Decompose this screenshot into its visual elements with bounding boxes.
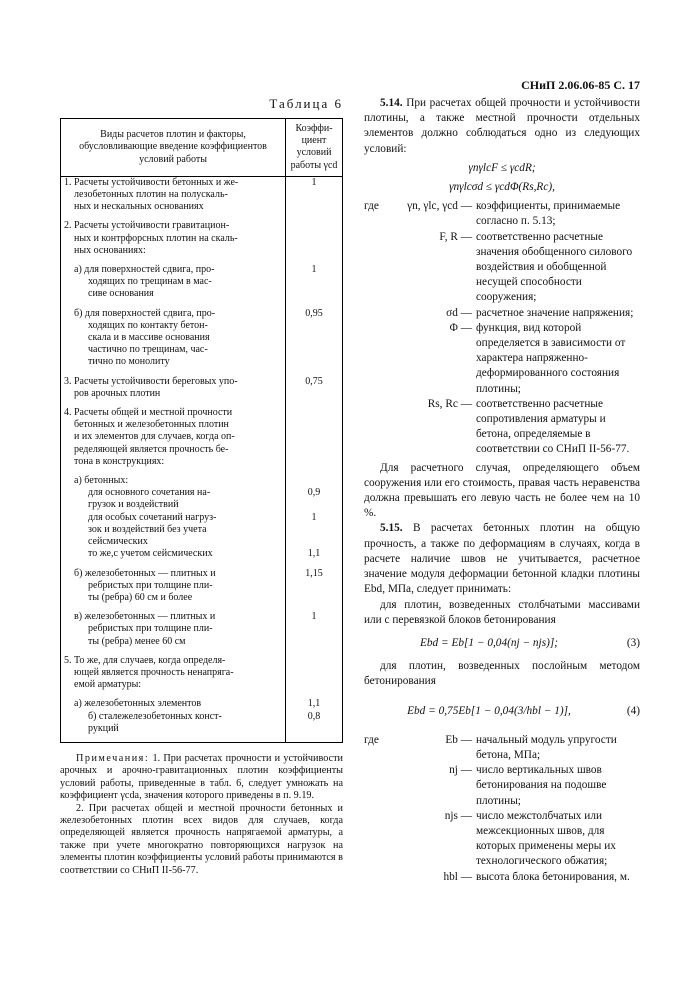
coefficient-value bbox=[289, 456, 339, 468]
definition-text: высота блока бетонирования, м. bbox=[476, 870, 630, 883]
definition-symbol: hbl — bbox=[443, 870, 472, 883]
equation-4-expression: Ebd = 0,75Eb[1 − 0,04(3/hbl − 1)], bbox=[407, 704, 571, 717]
coefficient-value bbox=[289, 407, 339, 419]
table-cell-type bbox=[61, 611, 286, 655]
table-row bbox=[61, 475, 343, 567]
definition-item bbox=[364, 306, 640, 321]
table-cell-coefficient bbox=[286, 220, 343, 264]
coefficient-value bbox=[289, 667, 339, 679]
table-header-types: Виды расчетов плотин и факторы, обусловливающие введение коэффициентов условий работы bbox=[61, 119, 286, 177]
definitions-1 bbox=[364, 199, 640, 457]
table-cell-line: зок и воздействий без учета bbox=[88, 523, 207, 535]
coefficient-value bbox=[289, 536, 339, 548]
table-cell-coefficient bbox=[286, 376, 343, 407]
table-6 bbox=[60, 118, 343, 743]
definition-symbol: njs — bbox=[444, 809, 472, 822]
table-cell-type bbox=[61, 176, 286, 220]
table-row bbox=[61, 407, 343, 475]
table-cell-line: ределяющей является прочность бе- bbox=[74, 443, 229, 455]
table-cell-type bbox=[61, 698, 286, 742]
table-cell-line: б) для поверхностей сдвига, про- bbox=[74, 307, 216, 319]
definition-item bbox=[364, 199, 640, 229]
coefficient-value bbox=[289, 332, 339, 344]
table-cell-line: тично по монолиту bbox=[88, 356, 170, 368]
definition-item bbox=[364, 763, 640, 809]
table-cell-coefficient bbox=[286, 308, 343, 376]
coefficient-value bbox=[289, 444, 339, 456]
table-cell-line: сейсмических bbox=[88, 536, 148, 548]
table-cell-line: грузок и воздействий bbox=[88, 499, 179, 511]
table-row bbox=[61, 176, 343, 220]
table-cell-line: то же,с учетом сейсмических bbox=[88, 548, 213, 560]
table-cell-type bbox=[61, 568, 286, 612]
table-cell-line: ходящих по контакту бетон- bbox=[88, 319, 208, 331]
paragraph-5-14 bbox=[364, 96, 640, 157]
note-1: 1. При расчетах прочности и устойчивости арочных и арочно-гравитационных плотин коэффициенты условий работы, приведенные в табл. 6, следует умножать на коэффициент γcda, значения которого приведены в п. 9.19. bbox=[60, 752, 343, 802]
table-cell-type bbox=[61, 220, 286, 264]
table-cell-coefficient bbox=[286, 264, 343, 308]
coefficient-value bbox=[289, 431, 339, 443]
coefficient-value: 1,1 bbox=[307, 698, 321, 710]
table-cell-coefficient bbox=[286, 655, 343, 699]
definition-item bbox=[364, 230, 640, 306]
equation-3 bbox=[364, 636, 640, 651]
table-cell-line: а) бетонных: bbox=[74, 475, 129, 487]
table-cell-line: скала и в массиве основания bbox=[88, 332, 210, 344]
table-cell-type bbox=[61, 308, 286, 376]
definition-symbol: nj — bbox=[449, 764, 472, 777]
table-row bbox=[61, 655, 343, 699]
coefficient-value: 0,8 bbox=[307, 710, 321, 722]
coefficient-value bbox=[289, 499, 339, 511]
table-cell-line: тона в конструкциях: bbox=[74, 455, 165, 467]
coefficient-value bbox=[289, 320, 339, 332]
coefficient-value bbox=[289, 356, 339, 368]
table-cell-line: и их элементов для случаев, когда оп- bbox=[74, 431, 235, 443]
table-cell-type bbox=[61, 264, 286, 308]
table-row bbox=[61, 698, 343, 742]
definition-text: число вертикальных швов бетонирования на подошве плотины; bbox=[476, 764, 607, 807]
equation-3-expression: Ebd = Eb[1 − 0,04(nj − njs)]; bbox=[419, 636, 559, 649]
coefficient-value bbox=[289, 623, 339, 635]
table-cell-line: ты (ребра) 60 см и более bbox=[88, 591, 193, 603]
coefficient-value bbox=[289, 580, 339, 592]
coefficient-value: 1 bbox=[311, 264, 317, 276]
definition-item bbox=[364, 733, 640, 763]
coefficient-value bbox=[289, 655, 339, 667]
coefficient-value bbox=[289, 245, 339, 257]
table-row bbox=[61, 376, 343, 407]
table-row bbox=[61, 220, 343, 264]
table-cell-line: ты (ребра) менее 60 см bbox=[88, 635, 186, 647]
table-cell-line: ных и нескальных основаниях bbox=[74, 201, 204, 213]
clause-number-5-14: 5.14. bbox=[380, 97, 403, 109]
table-cell-line: 5. То же, для случаев, когда определя- bbox=[64, 654, 226, 666]
definition-symbol: Rs, Rc — bbox=[427, 397, 472, 410]
coefficient-value bbox=[289, 220, 339, 232]
right-column bbox=[364, 96, 640, 888]
table-cell-line: ных и контрфорсных плотин на скаль- bbox=[74, 232, 238, 244]
definition-item bbox=[364, 321, 640, 397]
table-cell-type bbox=[61, 407, 286, 475]
table-row bbox=[61, 568, 343, 612]
definition-text: функция, вид которой определяется в зависимости от характера напряженно-деформированного состояния плотины; bbox=[476, 321, 626, 395]
table-cell-line: 4. Расчеты общей и местной прочности bbox=[64, 407, 233, 419]
definition-item bbox=[364, 397, 640, 458]
table-cell-line: емой арматуры: bbox=[74, 679, 142, 691]
coefficient-value bbox=[289, 723, 339, 735]
definition-symbol: σd — bbox=[446, 306, 472, 319]
definition-text: начальный модуль упругости бетона, МПа; bbox=[476, 733, 617, 761]
table-cell-line: для основного сочетания на- bbox=[88, 487, 211, 499]
table-cell-line: сиве основания bbox=[88, 288, 154, 300]
paragraph-column-dams: для плотин, возведенных столбчатыми массивами или с перевязкой блоков бетонирования bbox=[364, 598, 640, 626]
table-cell-line: ных основаниях: bbox=[74, 244, 146, 256]
coefficient-value bbox=[289, 524, 339, 536]
table-cell-line: рукций bbox=[88, 722, 119, 734]
where-label-2: где bbox=[364, 733, 379, 746]
equation-3-number: (3) bbox=[626, 636, 640, 649]
coefficient-value bbox=[289, 592, 339, 604]
coefficient-value bbox=[289, 636, 339, 648]
table-header-coefficient: Коэффи-циент условий работы γcd bbox=[286, 119, 343, 177]
coefficient-value bbox=[289, 388, 339, 400]
table-cell-line: частично по трещинам, час- bbox=[88, 344, 208, 356]
definition-symbol: Φ — bbox=[449, 321, 472, 334]
coefficient-value bbox=[289, 344, 339, 356]
coefficient-value bbox=[289, 288, 339, 300]
coefficient-value bbox=[289, 419, 339, 431]
table-cell-line: ребристых при толщине пли- bbox=[88, 579, 213, 591]
table-cell-type bbox=[61, 376, 286, 407]
paragraph-layer-dams: для плотин, возведенных послойным методом бетонирования bbox=[364, 660, 640, 688]
table-cell-coefficient bbox=[286, 698, 343, 742]
note-2: 2. При расчетах общей и местной прочности бетонных и железобетонных плотин всех видов для случаев, когда определяющей является прочность напрягаемой арматуры, а также при учете многократно повторяющихся нагрузок на элементы плотин коэффициенты условий работы принимаются в соответствии со СНиП II-56-77. bbox=[60, 802, 343, 876]
coefficient-value: 1 bbox=[311, 611, 317, 623]
coefficient-value: 0,75 bbox=[305, 375, 323, 387]
table-cell-line: лезобетонных плотин на полускаль- bbox=[74, 189, 228, 201]
coefficient-value bbox=[289, 679, 339, 691]
coefficient-value bbox=[289, 201, 339, 213]
formula-1: γnγlcF ≤ γcdR; bbox=[468, 161, 536, 174]
coefficient-value bbox=[289, 233, 339, 245]
table-cell-coefficient bbox=[286, 176, 343, 220]
definition-text: соответственно расчетные сопротивления арматуры и бетона, определяемые в соответствии со СНиП II-56-77. bbox=[476, 397, 630, 456]
table-cell-line: б) сталежелезобетонных конст- bbox=[88, 710, 222, 722]
table-cell-line: б) железобетонных — плитных и bbox=[74, 567, 216, 579]
definition-text: соответственно расчетные значения обобщенного силового воздействия и обобщенной несущей способности сооружения; bbox=[476, 230, 633, 304]
table-cell-line: ходящих по трещинам в мас- bbox=[88, 276, 212, 288]
left-column bbox=[60, 96, 343, 877]
definition-text: число межстолбчатых или межсекционных швов, для которых применены меры их технологического обжатия; bbox=[476, 809, 616, 868]
table-body bbox=[61, 176, 343, 742]
equation-4 bbox=[364, 704, 640, 719]
table-cell-coefficient bbox=[286, 568, 343, 612]
table-cell-line: ющей является прочность ненапряга- bbox=[74, 666, 234, 678]
table-cell-line: ров арочных плотин bbox=[74, 387, 161, 399]
paragraph-calc-case: Для расчетного случая, определяющего объем сооружения или его стоимость, правая часть неравенства должна превышать его левую часть не более чем на 10 %. bbox=[364, 461, 640, 520]
coefficient-value: 1 bbox=[311, 176, 317, 188]
notes-title: Примечания: bbox=[76, 752, 150, 764]
formula-2: γnγlcσd ≤ γcdΦ(Rs,Rc), bbox=[449, 181, 555, 194]
table-cell-type bbox=[61, 475, 286, 567]
definitions-2 bbox=[364, 733, 640, 885]
coefficient-value bbox=[289, 276, 339, 288]
definition-item bbox=[364, 809, 640, 870]
clause-number-5-15: 5.15. bbox=[380, 522, 403, 535]
coefficient-value bbox=[289, 475, 339, 487]
table-cell-line: ребристых при толщине пли- bbox=[88, 623, 213, 635]
table-caption: Таблица 6 bbox=[269, 96, 343, 111]
definition-text: коэффициенты, принимаемые согласно п. 5.13; bbox=[476, 200, 621, 228]
coefficient-value: 0,95 bbox=[305, 307, 323, 319]
table-cell-line: для особых сочетаний нагруз- bbox=[88, 511, 217, 523]
paragraph-5-15-text: В расчетах бетонных плотин на общую прочность, а также по деформациям в случаях, когда в расчете наличие швов не учитывается, расчетное значение модуля деформации бетонной кладки плотины Ebd, МПа, следует принимать: bbox=[364, 522, 640, 596]
table-cell-line: 3. Расчеты устойчивости береговых упо- bbox=[64, 375, 238, 387]
table-cell-type bbox=[61, 655, 286, 699]
coefficient-value: 1,1 bbox=[307, 548, 321, 560]
table-cell-coefficient bbox=[286, 475, 343, 567]
table-notes bbox=[60, 753, 343, 877]
where-label-1: где bbox=[364, 200, 379, 213]
table-cell-line: 1. Расчеты устойчивости бетонных и же- bbox=[64, 176, 239, 188]
page-header: СНиП 2.06.06-85 С. 17 bbox=[521, 78, 640, 92]
paragraph-5-15 bbox=[364, 521, 640, 597]
table-row bbox=[61, 264, 343, 308]
table-cell-line: а) железобетонных элементов bbox=[74, 698, 202, 710]
definition-item bbox=[364, 870, 640, 885]
definition-symbol: γn, γlc, γcd — bbox=[407, 200, 472, 213]
definition-text: расчетное значение напряжения; bbox=[476, 306, 634, 319]
paragraph-5-14-text: При расчетах общей прочности и устойчивости плотины, а также местной прочности отдельных элементов должно соблюдаться одно из следующих условий: bbox=[364, 97, 640, 155]
coefficient-value: 0,9 bbox=[307, 487, 321, 499]
table-cell-coefficient bbox=[286, 407, 343, 475]
definition-symbol: Eb — bbox=[445, 733, 472, 746]
coefficient-value: 1,15 bbox=[305, 567, 323, 579]
coefficient-value: 1 bbox=[311, 511, 317, 523]
table-cell-line: в) железобетонных — плитных и bbox=[74, 611, 216, 623]
definition-symbol: F, R — bbox=[439, 230, 472, 243]
table-cell-line: а) для поверхностей сдвига, про- bbox=[74, 264, 215, 276]
equation-4-number: (4) bbox=[626, 704, 640, 717]
table-cell-line: бетонных и железобетонных плотин bbox=[74, 419, 229, 431]
table-row bbox=[61, 611, 343, 655]
table-cell-line: 2. Расчеты устойчивости гравитацион- bbox=[64, 220, 230, 232]
table-cell-coefficient bbox=[286, 611, 343, 655]
coefficient-value bbox=[289, 189, 339, 201]
table-row bbox=[61, 308, 343, 376]
